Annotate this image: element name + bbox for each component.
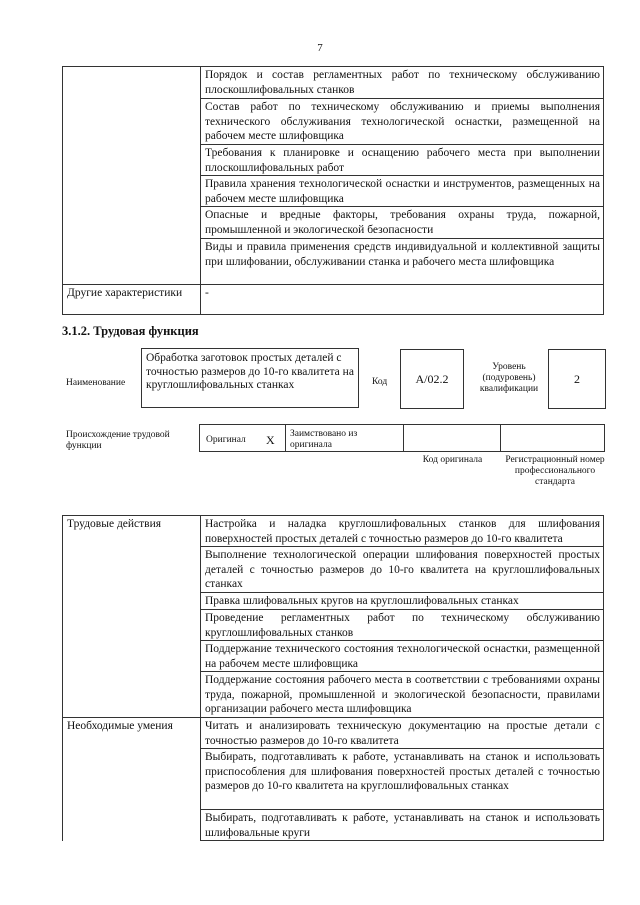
table-row: Правка шлифовальных кругов на круглошлифовальных станках xyxy=(201,593,604,610)
table-row: Читать и анализировать техническую документацию на простые детали с точностью размеров до 10-го квалитета xyxy=(201,718,604,749)
table-row: Правила хранения технологической оснастки и инструментов, размещенных на рабочем месте шлифовщика xyxy=(201,176,604,207)
qualification-level-label: Уровень (подуровень) квалификации xyxy=(479,362,539,394)
table-row: Виды и правила применения средств индивидуальной и коллективной защиты при шлифовании, обслуживании станка и рабочего места шлифовщика xyxy=(201,239,604,285)
section-title: 3.1.2. Трудовая функция xyxy=(62,324,199,338)
knowledge-table-continued xyxy=(62,66,604,315)
label-spacer xyxy=(63,547,201,593)
reg-number-caption: Регистрационный номер профессионального стандарта xyxy=(505,455,605,487)
labor-function-table xyxy=(62,515,604,841)
qualification-level-box: 2 xyxy=(548,349,606,409)
divider xyxy=(500,425,501,451)
table-row: Опасные и вредные факторы, требования охраны труда, пожарной, промышленной и экологической безопасности xyxy=(201,207,604,239)
label-spacer xyxy=(63,610,201,641)
empty-label-cell xyxy=(63,67,201,285)
required-skills-label: Необходимые умения xyxy=(63,718,201,749)
table-row: Настройка и наладка круглошлифовальных станков для шлифования поверхностей простых деталей с точностью размеров до 10-го квалитета xyxy=(201,516,604,547)
table-row: Выбирать, подготавливать к работе, устанавливать на станок и использовать приспособления для шлифования поверхностей простых деталей с точностью размеров до 10-го квалитета на круглошлифовальных станках xyxy=(201,749,604,810)
table-row: Требования к планировке и оснащению рабочего места при выполнении плоскошлифовальных работ xyxy=(201,145,604,176)
divider xyxy=(403,425,404,451)
original-label: Оригинал xyxy=(206,435,246,445)
table-row: Проведение регламентных работ по техническому обслуживанию круглошлифовальных станков xyxy=(201,610,604,641)
other-characteristics-label: Другие характеристики xyxy=(63,285,201,315)
labor-actions-label: Трудовые действия xyxy=(63,516,201,547)
function-code-box: A/02.2 xyxy=(400,349,464,409)
page-number: 7 xyxy=(317,42,323,54)
label-spacer xyxy=(63,749,201,810)
table-row: Порядок и состав регламентных работ по техническому обслуживанию плоскошлифовальных станков xyxy=(201,67,604,99)
table-row: Поддержание технического состояния технологической оснастки, размещенной на рабочем месте шлифовщика xyxy=(201,641,604,672)
function-name-box: Обработка заготовок простых деталей с точностью размеров до 10-го квалитета на круглошлифовальных станках xyxy=(141,348,359,408)
label-spacer xyxy=(63,672,201,718)
origin-code-caption: Код оригинала xyxy=(422,455,483,465)
table-row: Выполнение технологической операции шлифования поверхностей простых деталей с точностью размеров до 10-го квалитета на круглошлифовальных станках xyxy=(201,547,604,593)
origin-table xyxy=(199,424,605,452)
original-mark: X xyxy=(266,433,275,447)
borrowed-label: Заимствовано из оригинала xyxy=(290,429,358,450)
other-characteristics-value: - xyxy=(201,285,604,315)
table-row: Состав работ по техническому обслуживанию и приемы выполнения технического обслуживания технологической оснастки, размещенной на рабочем месте шлифовщика xyxy=(201,99,604,145)
label-spacer xyxy=(63,810,201,841)
origin-label: Происхождение трудовой функции xyxy=(66,430,170,451)
label-spacer xyxy=(63,593,201,610)
label-spacer xyxy=(63,641,201,672)
name-label: Наименование xyxy=(66,378,126,388)
divider xyxy=(285,425,286,451)
table-row: Поддержание состояния рабочего места в соответствии с требованиями охраны труда, пожарной, промышленной и экологической безопасности, правилами организации рабочего места шлифовщика xyxy=(201,672,604,718)
table-row: Выбирать, подготавливать к работе, устанавливать на станок и использовать шлифовальные круги xyxy=(201,810,604,841)
code-label: Код xyxy=(372,377,388,387)
